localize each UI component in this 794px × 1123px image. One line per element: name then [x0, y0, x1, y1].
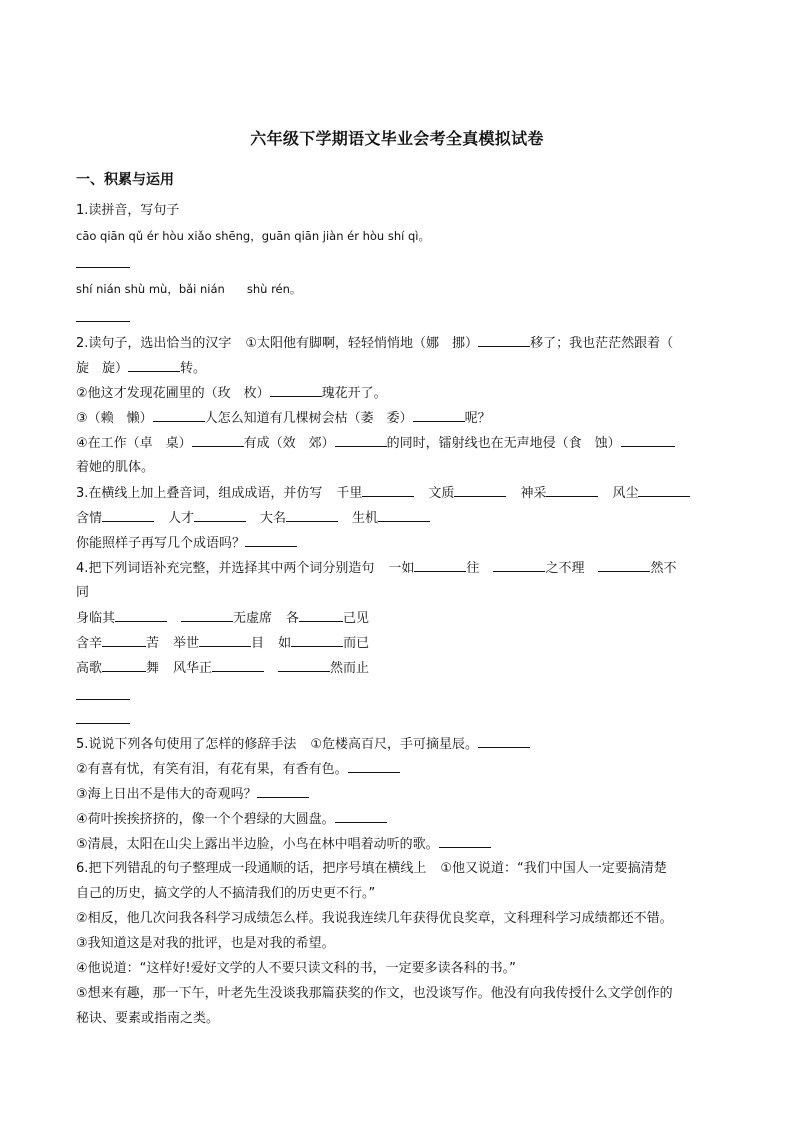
q2-item-3: ③（赖 懒）: [76, 411, 153, 426]
q3-line-2: [76, 508, 721, 529]
q1-answer-blank-2[interactable]: [76, 320, 130, 322]
q5-blank-4[interactable]: [335, 809, 387, 823]
q5-item-5: ⑤清晨，太阳在山尖上露出半边脸，小鸟在林中唱着动听的歌。: [76, 837, 439, 852]
q2-item-4-mid2: 的同时，镭射线也在无声地侵（食 蚀）: [386, 436, 621, 451]
q2-item-1-options: 旋 旋）: [76, 361, 129, 376]
q2-blank-5[interactable]: [413, 408, 465, 422]
q2-line-6: 着她的肌体。: [76, 460, 155, 475]
q3-blank-8[interactable]: [378, 508, 430, 522]
q2-blank-2[interactable]: [128, 358, 180, 372]
q2-line-3: [76, 383, 721, 404]
q4-word-1: 一如: [388, 561, 415, 576]
q4-line-5: [76, 658, 721, 679]
q2-line-1: [76, 333, 721, 354]
q4-word-7: 含辛: [76, 636, 103, 651]
q6-line-6: ⑤想来有趣，那一下午，叶老先生没谈我那篇获奖的作文，也没谈写作。他没有向我传授什么文学创作的: [76, 986, 673, 1001]
q5-blank-2[interactable]: [348, 759, 400, 773]
q4-word-7-end: 苦: [146, 636, 160, 651]
q3-blank-2[interactable]: [454, 483, 506, 497]
q6-line-4: ③我知道这是对我的批评，也是对我的希望。: [76, 936, 335, 951]
q5-line-5: [76, 834, 721, 855]
q2-line-2: [76, 358, 721, 379]
q2-item-1: ①太阳他有脚啊，轻轻悄悄地（娜 挪）: [245, 336, 479, 351]
q5-blank-5[interactable]: [439, 834, 491, 848]
q5-item-4: ④荷叶挨挨挤挤的，像一个个碧绿的大圆盘。: [76, 812, 335, 827]
q1-pinyin-1: cāo qiān qǔ ér hòu xiǎo shēng，guān qiān jiàn ér hòu shí qì。: [76, 229, 431, 243]
q3-word-7: 大名: [260, 511, 287, 526]
q5-line-4: [76, 809, 721, 830]
q5-item-2: ②有喜有忧，有笑有泪，有花有果，有香有色。: [76, 762, 348, 777]
q4-line-2: 同: [76, 585, 90, 600]
q6-line-3: ②相反，他几次问我各科学习成绩怎么样。我说我连续几年获得优良奖章，文科理科学习成绩都还不错。: [76, 911, 673, 926]
q3-word-6: 人才: [168, 511, 195, 526]
q4-blank-3[interactable]: [598, 558, 650, 572]
q2-line-4: [76, 408, 721, 429]
q4-blank-10[interactable]: [102, 658, 146, 672]
q4-answer-blank-1[interactable]: [76, 698, 130, 700]
q5-prompt: 5.说说下列各句使用了怎样的修辞手法: [76, 737, 297, 752]
q5-item-3: ③海上日出不是伟大的奇观吗？: [76, 787, 257, 802]
q1-pinyin-2b: shù rén。: [246, 282, 302, 296]
q4-word-9: 如: [278, 636, 292, 651]
q2-item-4: ④在工作（卓 桌）: [76, 436, 192, 451]
q2-item-3-end: 呢？: [464, 411, 491, 426]
q4-blank-2[interactable]: [493, 558, 545, 572]
q2-item-1-end: 转。: [180, 361, 207, 376]
q3-word-4: 风尘: [612, 486, 639, 501]
q3-word-3: 神采: [520, 486, 547, 501]
q3-line-1: [76, 483, 721, 504]
q2-prompt: 2.读句子，选出恰当的汉字: [76, 336, 232, 351]
q3-blank-4[interactable]: [638, 483, 690, 497]
q5-line-1: [76, 734, 721, 755]
q3-prompt: 3.在横线上加上叠音词，组成成语，并仿写: [76, 486, 323, 501]
page-title: 六年级下学期语文毕业会考全真模拟试卷: [250, 129, 544, 148]
q5-blank-3[interactable]: [257, 784, 309, 798]
q3-blank-6[interactable]: [194, 508, 246, 522]
q4-blank-1[interactable]: [414, 558, 466, 572]
q2-blank-1[interactable]: [478, 333, 530, 347]
q3-word-2: 文质: [428, 486, 455, 501]
q3-blank-9[interactable]: [245, 533, 297, 547]
q4-word-9-end: 而已: [343, 636, 370, 651]
q2-item-4-mid: 有成（效 郊）: [243, 436, 335, 451]
q3-blank-1[interactable]: [362, 483, 414, 497]
q4-word-6-end: 己见: [343, 611, 370, 626]
q2-item-1-cont: 移了；我也茫茫然跟着（: [530, 336, 674, 351]
q4-word-1-end: 往: [466, 561, 480, 576]
q3-blank-5[interactable]: [102, 508, 154, 522]
section-heading: 一、积累与运用: [76, 172, 174, 188]
q4-word-11: 风华正: [173, 661, 213, 676]
q3-blank-3[interactable]: [546, 483, 598, 497]
q4-word-8: 举世: [173, 636, 200, 651]
q2-line-5: [76, 433, 721, 454]
q6-line-5: ④他说道：“这样好!爱好文学的人不要只读文科的书，一定要多读各科的书。”: [76, 961, 516, 976]
q4-prompt: 4.把下列词语补充完整，并选择其中两个词分别造句: [76, 561, 375, 576]
q1-answer-blank-1[interactable]: [76, 266, 130, 268]
q4-word-3: 然不: [650, 561, 677, 576]
q4-blank-8[interactable]: [199, 633, 251, 647]
q1-prompt: 1.读拼音，写句子: [76, 203, 180, 218]
q4-blank-11[interactable]: [212, 658, 264, 672]
q4-word-6: 各: [286, 611, 300, 626]
q4-word-8-end: 目: [251, 636, 265, 651]
q4-word-4: 身临其: [76, 611, 116, 626]
q3-word-1: 千里: [336, 486, 363, 501]
q2-item-2: ②他这才发现花圃里的（玫 枚）: [76, 386, 270, 401]
q4-blank-5[interactable]: [181, 608, 233, 622]
q3-word-5: 含情: [76, 511, 103, 526]
q5-line-2: [76, 759, 721, 780]
q2-blank-6[interactable]: [192, 433, 244, 447]
q5-item-1: ①危楼高百尺，手可摘星辰。: [310, 737, 479, 752]
q4-blank-4[interactable]: [115, 608, 167, 622]
q4-answer-blank-2[interactable]: [76, 722, 130, 724]
q1-pinyin-2a: shí nián shù mù，bǎi nián: [76, 282, 225, 296]
q3-followup: 你能照样子再写几个成语吗？: [76, 536, 246, 551]
q4-blank-7[interactable]: [102, 633, 146, 647]
q4-blank-12[interactable]: [278, 658, 330, 672]
q4-line-1: [76, 558, 721, 579]
q3-blank-7[interactable]: [286, 508, 338, 522]
q2-blank-7[interactable]: [335, 433, 387, 447]
q2-item-2-end: 瑰花开了。: [321, 386, 387, 401]
q4-word-10-end: 舞: [146, 661, 160, 676]
q4-word-10: 高歌: [76, 661, 103, 676]
q6-line-1: [76, 859, 721, 879]
q6-prompt: 6.把下列错乱的句子整理成一段通顺的话，把序号填在横线上: [76, 861, 427, 876]
q2-item-3-mid: 人怎么知道有几棵树会枯（萎 委）: [204, 411, 413, 426]
q6-line-2: 自己的历史，搞文学的人不搞清我们的历史更不行。”: [76, 886, 376, 901]
q6-item-1: ①他又说道：“我们中国人一定要搞清楚: [440, 861, 667, 876]
q1-pinyin-2: [76, 279, 721, 299]
q5-blank-1[interactable]: [478, 734, 530, 748]
q2-blank-4[interactable]: [153, 408, 205, 422]
q5-line-3: [76, 784, 721, 805]
q4-blank-9[interactable]: [291, 633, 343, 647]
q2-blank-8[interactable]: [621, 433, 675, 447]
q4-blank-6[interactable]: [299, 608, 343, 622]
q6-line-7: 秘诀、要素或指南之类。: [76, 1011, 220, 1026]
q2-blank-3[interactable]: [270, 383, 322, 397]
q4-word-2: 之不理: [545, 561, 585, 576]
q4-line-4: [76, 633, 721, 654]
q4-word-12: 然而止: [330, 661, 370, 676]
q3-word-8: 生机: [352, 511, 379, 526]
q4-line-3: [76, 608, 721, 629]
q4-word-5: 无虚席: [233, 611, 273, 626]
q3-line-3: [76, 533, 721, 554]
